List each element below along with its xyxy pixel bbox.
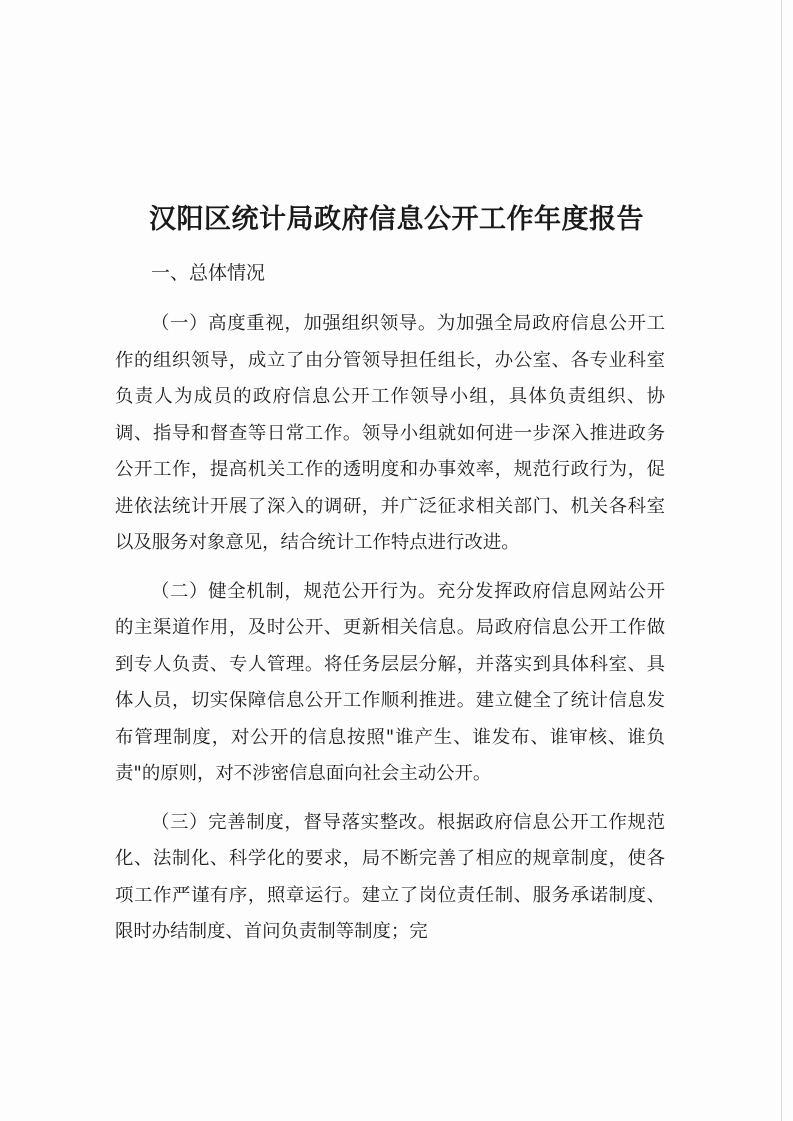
section-heading: 一、总体情况: [151, 262, 266, 284]
paragraph-1: （一）高度重视，加强组织领导。为加强全局政府信息公开工作的组织领导，成立了由分管领导担任组长，办公室、各专业科室负责人为成员的政府信息公开工作领导小组，具体负责组织、协调、指导和督查等日常工作。领导小组就如何进一步深入推进政务公开工作，提高机关工作的透明度和办事效率，规范行政行为，促进依法统计开展了深入的调研，并广泛征求相关部门、机关各科室以及服务对象意见，结合统计工作特点进行改进。: [115, 313, 665, 553]
document-title: 汉阳区统计局政府信息公开工作年度报告: [149, 204, 644, 236]
scan-edge-line: [781, 0, 782, 1121]
paragraph-2: （二）健全机制，规范公开行为。充分发挥政府信息网站公开的主渠道作用，及时公开、更新相关信息。局政府信息公开工作做到专人负责、专人管理。将任务层层分解，并落实到具体科室、具体人员，切实保障信息公开工作顺利推进。建立健全了统计信息发布管理制度，对公开的信息按照"谁产生、谁发布、谁审核、谁负责"的原则，对不涉密信息面向社会主动公开。: [115, 580, 665, 784]
document-body: [115, 255, 665, 963]
paragraph-3: （三）完善制度，督导落实整改。根据政府信息公开工作规范化、法制化、科学化的要求，局不断完善了相应的规章制度，使各项工作严谨有序，照章运行。建立了岗位责任制、服务承诺制度、限时办结制度、首问负责制等制度；完: [115, 811, 665, 942]
